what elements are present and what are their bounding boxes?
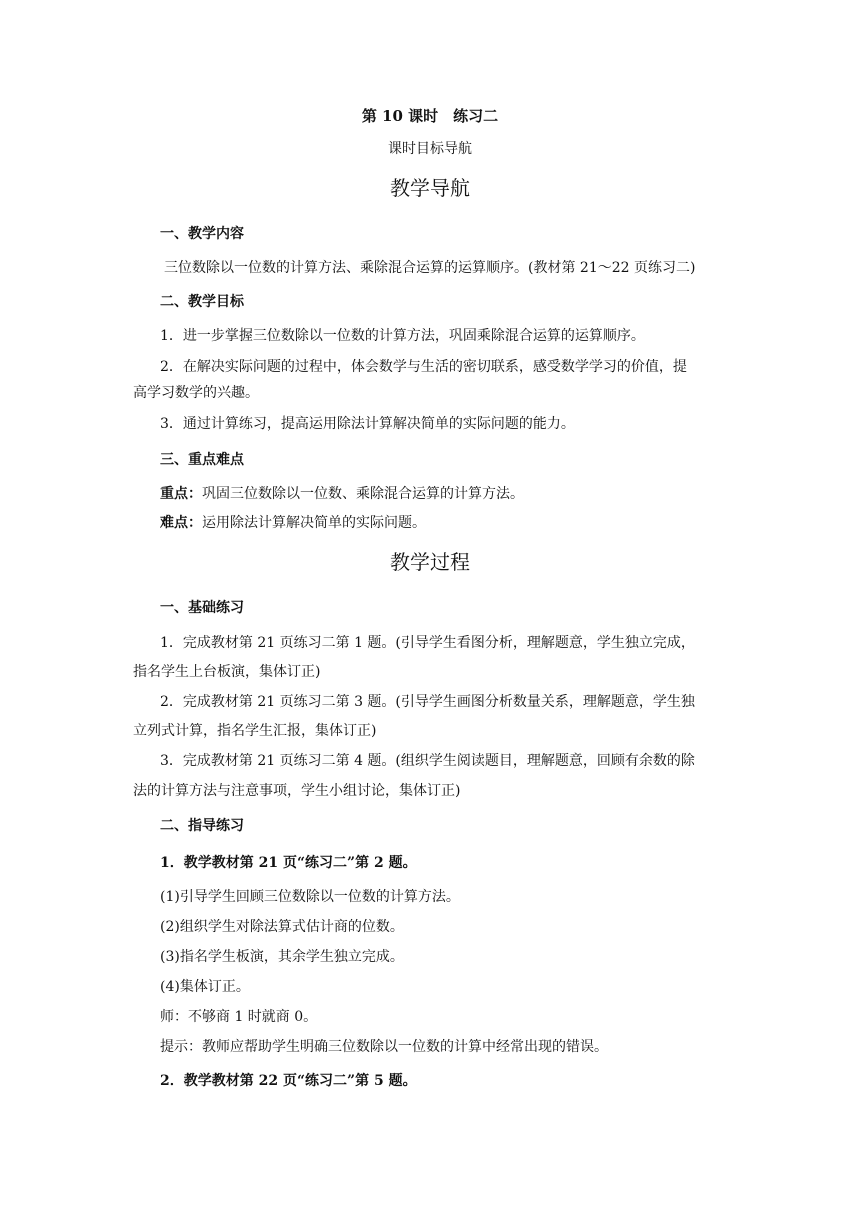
guide-item-1: 1．教学教材第 21 页“练习二”第 2 题。 [160, 855, 417, 871]
goal-1: 1．进一步掌握三位数除以一位数的计算方法，巩固乘除混合运算的运算顺序。 [160, 328, 645, 344]
difficulty-label: 难点： [160, 515, 202, 531]
heading-basic-practice: 一、基础练习 [160, 600, 244, 616]
step-4: (4)集体订正。 [160, 979, 250, 995]
heading-content: 一、教学内容 [160, 226, 244, 242]
key-point [160, 484, 524, 504]
heading-goals: 二、教学目标 [160, 294, 244, 310]
content-text: 三位数除以一位数的计算方法、乘除混合运算的运算顺序。(教材第 21～22 页练习二) [164, 260, 696, 276]
tip-note: 提示：教师应帮助学生明确三位数除以一位数的计算中经常出现的错误。 [160, 1039, 608, 1055]
goal-2-line-1: 2．在解决实际问题的过程中，体会数学与生活的密切联系，感受数学学习的价值，提 [160, 359, 687, 375]
step-2: (2)组织学生对除法算式估计商的位数。 [160, 919, 404, 935]
teacher-note: 师：不够商 1 时就商 0。 [160, 1009, 318, 1025]
exercise-3-line-2: 法的计算方法与注意事项，学生小组讨论，集体订正) [133, 783, 461, 799]
key-label: 重点： [160, 486, 202, 502]
exercise-2-line-1: 2．完成教材第 21 页练习二第 3 题。(引导学生画图分析数量关系，理解题意，学生独 [160, 694, 695, 710]
difficulty-text: 运用除法计算解决简单的实际问题。 [202, 515, 426, 531]
section-heading-nav: 教学导航 [390, 176, 470, 200]
key-text: 巩固三位数除以一位数、乘除混合运算的计算方法。 [202, 486, 524, 502]
lesson-title: 第 10 课时 练习二 [361, 107, 499, 125]
step-3: (3)指名学生板演，其余学生独立完成。 [160, 949, 404, 965]
goal-2-line-2: 高学习数学的兴趣。 [133, 385, 259, 401]
lesson-subtitle: 课时目标导航 [388, 141, 472, 157]
section-heading-process: 教学过程 [390, 550, 470, 574]
guide-item-2: 2．教学教材第 22 页“练习二”第 5 题。 [160, 1073, 417, 1089]
heading-key-points: 三、重点难点 [160, 452, 244, 468]
heading-guided-practice: 二、指导练习 [160, 818, 244, 834]
difficulty-point [160, 513, 426, 533]
goal-3: 3．通过计算练习，提高运用除法计算解决简单的实际问题的能力。 [160, 416, 575, 432]
exercise-3-line-1: 3．完成教材第 21 页练习二第 4 题。(组织学生阅读题目，理解题意，回顾有余数的除 [160, 753, 695, 769]
exercise-1-line-1: 1．完成教材第 21 页练习二第 1 题。(引导学生看图分析，理解题意，学生独立完成， [160, 635, 695, 651]
exercise-2-line-2: 立列式计算，指名学生汇报，集体订正) [133, 723, 377, 739]
exercise-1-line-2: 指名学生上台板演，集体订正) [133, 664, 321, 680]
step-1: (1)引导学生回顾三位数除以一位数的计算方法。 [160, 889, 460, 905]
